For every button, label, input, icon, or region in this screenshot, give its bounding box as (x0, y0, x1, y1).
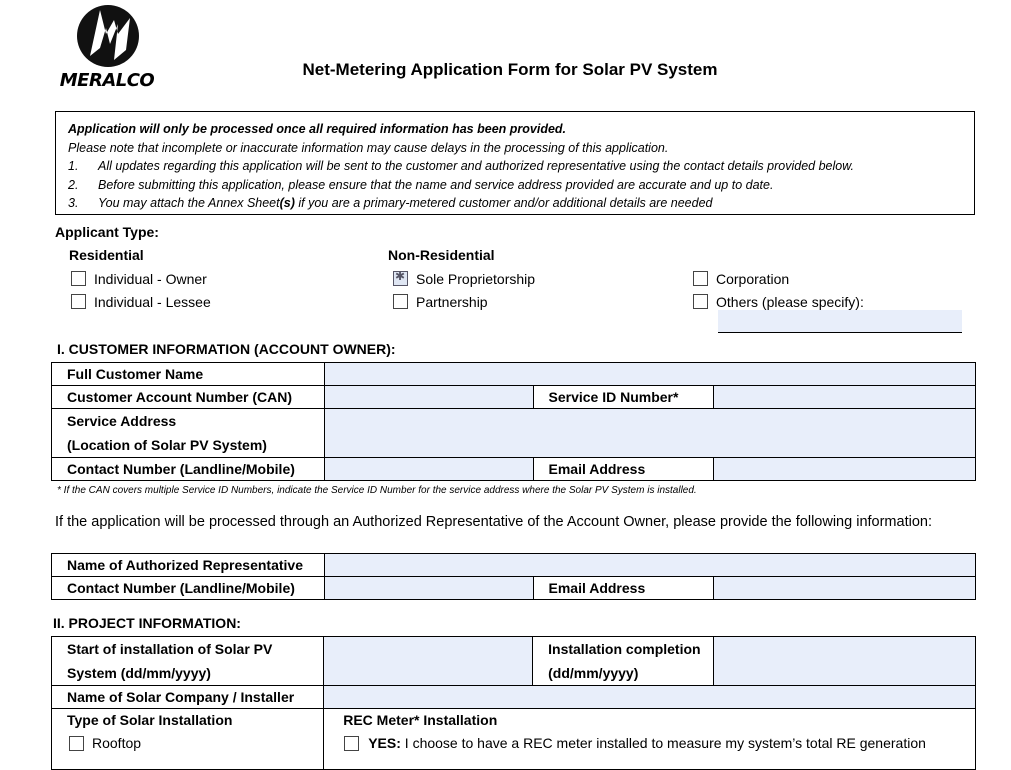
representative-contact-field[interactable] (324, 577, 533, 600)
nonresidential-heading: Non-Residential (388, 247, 495, 263)
rec-yes-label: YES: (368, 735, 401, 751)
notice-item: 3. You may attach the Annex Sheet(s) if you are a primary-metered customer and/or additional details are needed (68, 196, 713, 210)
contact-field[interactable] (324, 458, 533, 481)
applicant-type-heading: Applicant Type: (55, 224, 159, 240)
installation-type-label: Type of Solar Installation (67, 712, 233, 728)
sole-proprietorship-checkbox[interactable] (393, 271, 408, 286)
notice-line-1: Application will only be processed once all required information has been provided. (68, 122, 567, 136)
representative-contact-label: Contact Number (Landline/Mobile) (52, 577, 325, 600)
sole-proprietorship-label: Sole Proprietorship (416, 271, 536, 287)
table-row (52, 709, 976, 770)
table-row (52, 458, 976, 481)
individual-lessee-checkbox[interactable] (71, 294, 86, 309)
project-info-table (51, 636, 976, 770)
service-address-label: Service Address (Location of Solar PV System) (52, 409, 325, 458)
full-name-field[interactable] (324, 363, 975, 386)
corporation-label: Corporation (716, 271, 790, 287)
others-checkbox[interactable] (693, 294, 708, 309)
page-title: Net-Metering Application Form for Solar PV System (302, 60, 718, 79)
meralco-lightning-icon (56, 4, 158, 70)
start-installation-field[interactable] (324, 637, 533, 686)
notice-line-2: Please note that incomplete or inaccurate information may cause delays in the processing of this application. (68, 140, 669, 155)
service-id-field[interactable] (714, 386, 976, 409)
table-row (52, 386, 976, 409)
meralco-logo (56, 4, 158, 94)
can-label: Customer Account Number (CAN) (52, 386, 325, 409)
rec-meter-cell (324, 709, 976, 770)
others-specify-field[interactable] (718, 310, 962, 333)
installation-type-cell (52, 709, 324, 770)
rec-yes-checkbox[interactable] (344, 736, 359, 751)
representative-email-field[interactable] (714, 577, 976, 600)
email-field[interactable] (714, 458, 976, 481)
table-row (52, 637, 976, 686)
individual-owner-checkbox[interactable] (71, 271, 86, 286)
representative-name-label: Name of Authorized Representative (52, 554, 325, 577)
section-1-heading: I. CUSTOMER INFORMATION (ACCOUNT OWNER): (57, 341, 396, 357)
others-label: Others (please specify): (716, 294, 864, 310)
email-label: Email Address (533, 458, 714, 481)
representative-email-label: Email Address (533, 577, 714, 600)
brand-name: MERALCO (59, 70, 155, 91)
completion-label: Installation completion (dd/mm/yyyy) (533, 637, 714, 686)
customer-info-table (51, 362, 976, 481)
service-id-label: Service ID Number* (533, 386, 714, 409)
table-row (52, 554, 976, 577)
full-name-label: Full Customer Name (52, 363, 325, 386)
service-address-field[interactable] (324, 409, 975, 458)
can-footnote: * If the CAN covers multiple Service ID Numbers, indicate the Service ID Number for the service address where the Solar PV System is installed. (57, 485, 697, 496)
notice-box (55, 111, 975, 215)
representative-name-field[interactable] (324, 554, 975, 577)
partnership-label: Partnership (416, 294, 488, 310)
table-row (52, 577, 976, 600)
contact-label: Contact Number (Landline/Mobile) (52, 458, 325, 481)
notice-item: 1. All updates regarding this application will be sent to the customer and authorized representative using the contact details provided below. (68, 159, 855, 173)
installer-field[interactable] (324, 686, 976, 709)
residential-heading: Residential (69, 247, 144, 263)
start-installation-label: Start of installation of Solar PV System (dd/mm/yyyy) (52, 637, 324, 686)
individual-owner-label: Individual - Owner (94, 271, 207, 287)
notice-item: 2. Before submitting this application, please ensure that the name and service address provided are accurate and up to date. (68, 177, 774, 192)
representative-table (51, 553, 976, 600)
rec-yes-text: I choose to have a REC meter installed to measure my system’s total RE generation (400, 735, 926, 751)
individual-lessee-label: Individual - Lessee (94, 294, 211, 310)
rooftop-checkbox[interactable] (69, 736, 84, 751)
rec-meter-heading: REC Meter* Installation (343, 712, 498, 728)
rooftop-label: Rooftop (92, 735, 142, 751)
section-2-heading: II. PROJECT INFORMATION: (53, 615, 241, 631)
installer-label: Name of Solar Company / Installer (52, 686, 324, 709)
completion-field[interactable] (714, 637, 976, 686)
table-row (52, 686, 976, 709)
corporation-checkbox[interactable] (693, 271, 708, 286)
representative-intro: If the application will be processed through an Authorized Representative of the Account Owner, please provide the following information: (55, 514, 932, 530)
partnership-checkbox[interactable] (393, 294, 408, 309)
table-row (52, 409, 976, 458)
table-row (52, 363, 976, 386)
can-field[interactable] (324, 386, 533, 409)
